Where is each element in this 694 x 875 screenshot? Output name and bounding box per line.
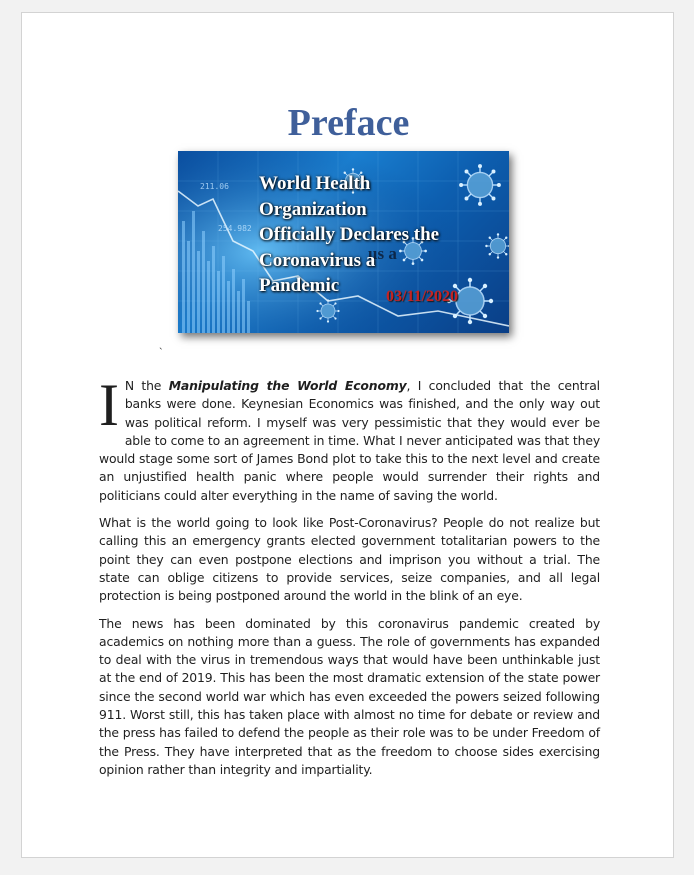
page-title: Preface (287, 102, 410, 144)
book-title: Manipulating the World Economy (168, 378, 407, 393)
paragraph-3: The news has been dominated by this coronavirus pandemic created by academics on nothing more than a guess. The role of governments has expanded to deal with the virus in tremendous ways that would have been unthinkable just at the end of 2019. This has been the most dramatic extension of the state power since the second world war which has even exceeded the powers seized following 911. Worst still, this has taken place with almost no time for debate or review and the press has failed to defend the people as their role was to be under Freedom of the Press. They have interpreted that as the freedom to choose sides exercising opinion rather than integrity and impartiality. (99, 615, 600, 777)
paragraph-2: What is the world going to look like Post-Coronavirus? People do not realize but calling this an emergency grants elected government totalitarian powers to the point they can even postpone elections and imprison you without a trial. The state can oblige citizens to provide services, seize companies, and all legal protection is being postponed around the world in the blink of an eye. (99, 515, 600, 604)
paragraph-1-lead: N the (124, 378, 169, 393)
document-page (21, 12, 674, 858)
chart-label-1: 211.06 (200, 182, 229, 191)
pandemic-headline-image (178, 151, 509, 333)
stray-mark: ` (159, 347, 163, 359)
hero-headline: World Health Organization Officially Declares the Coronavirus a Pandemic (259, 173, 440, 296)
body-text (99, 372, 600, 788)
paragraph-1 (99, 372, 600, 505)
chart-label-2: 254.982 (218, 224, 252, 233)
drop-cap: I (99, 372, 119, 438)
hero-date: 03/11/2020 (386, 288, 459, 305)
hero-ghost-text: us a (368, 244, 397, 263)
paragraph-1-rest: , I concluded that the central banks were done. Keynesian Economics was finished, and the only way out was political reform. I myself was very pessimistic that they would ever be able to come to an agreement in time. What I never anticipated was that they would stage some sort of James Bond plot to take this to the next level and create an unjustified health panic where people would surrender their rights and politicians could alter everything in the name of saving the world. (99, 378, 600, 503)
